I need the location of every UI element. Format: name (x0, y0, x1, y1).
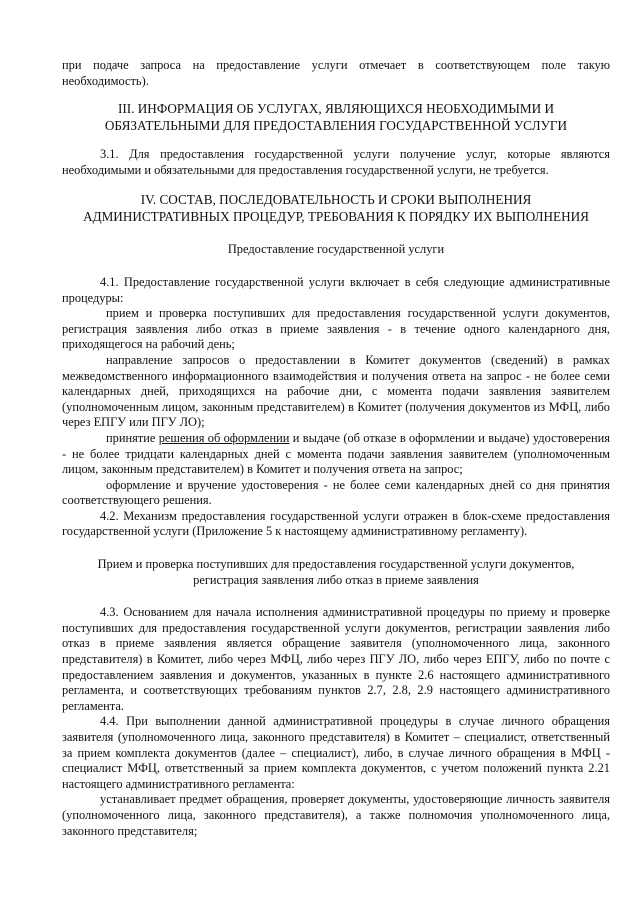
procedure-item-3-underlined: решения об оформлении (158, 430, 290, 445)
paragraph-4-2: 4.2. Механизм предоставления государственной услуги отражен в блок-схеме предоставления государственной услуги (Приложение 5 к настоящему административному регламенту). (62, 508, 610, 539)
section-3-heading (62, 100, 610, 134)
paragraph-4-4: 4.4. При выполнении данной административной процедуры в случае личного обращения заявителя (уполномоченного лица, законного представителя) в Комитет – специалист, ответственный за прием комплекта документов (далее – специалист), либо, в случае личного обращения в МФЦ - специалист МФЦ, ответственный за прием комплекта документов, с учетом положений пункта 2.21 настоящего административного регламента: (62, 714, 610, 791)
section-3-title-line-1: III. ИНФОРМАЦИЯ ОБ УСЛУГАХ, ЯВЛЯЮЩИХСЯ НЕОБХОДИМЫМИ И (118, 101, 554, 117)
paragraph-4-1: 4.1. Предоставление государственной услуги включает в себя следующие административные процедуры: (62, 274, 610, 305)
paragraph-4-4-item: устанавливает предмет обращения, проверяет документы, удостоверяющие личность заявителя (уполномоченного лица, законного представителя), а также полномочия уполномоченного лица, законного представителя; (62, 792, 610, 838)
section-3-title-line-2: ОБЯЗАТЕЛЬНЫМИ ДЛЯ ПРЕДОСТАВЛЕНИЯ ГОСУДАРСТВЕННОЙ УСЛУГИ (104, 118, 568, 134)
procedure-item-1: прием и проверка поступивших для предоставления государственной услуги документов, регистрация заявления либо отказ в приеме заявления - в течение одного календарного дня, приходящегося на рабочий день; (62, 306, 610, 352)
section-4-subtitle: Предоставление государственной услуги (227, 242, 445, 257)
procedure-item-2: направление запросов о предоставлении в Комитет документов (сведений) в рамках межведомственного информационного взаимодействия и получения ответа на запрос - не более семи календарных дней, приходящихся на рабочие дни, с момента подачи заявления заявителем (уполномоченным лицом, законным представителем) в Комитет (получения документов из МФЦ, либо через ЕПГУ или ПГУ ЛО); (62, 352, 610, 430)
procedure-item-3-start: принятие (106, 430, 156, 445)
paragraph-4-3: 4.3. Основанием для начала исполнения административной процедуры по приему и проверке поступивших для предоставления государственной услуги документов, регистрации заявления либо отказ в приеме заявления является обращение заявителя (уполномоченного лица, законного представителя) в Комитет, либо через МФЦ, либо через ПГУ ЛО, либо через ЕПГУ, либо по почте с предоставлением заявления и документов, указанных в пункте 2.6 настоящего административного регламента, и соответствующих требованиям пунктов 2.7, 2.8, 2.9 настоящего административного регламента. (62, 605, 610, 713)
procedure-item-3 (62, 431, 610, 478)
section-4-title-line-2: АДМИНИСТРАТИВНЫХ ПРОЦЕДУР, ТРЕБОВАНИЯ К ПОРЯДКУ ИХ ВЫПОЛНЕНИЯ (83, 209, 589, 225)
intro-paragraph: при подаче запроса на предоставление услуги отмечает в соответствующем поле такую необходимость). (62, 58, 610, 88)
document-page (62, 58, 610, 839)
paragraph-3-1: 3.1. Для предоставления государственной услуги получение услуг, которые являются необходимыми и обязательными для предоставления государственной услуги, не требуется. (62, 147, 610, 177)
reception-subheading-line-2: регистрация заявления либо отказ в приеме заявления (193, 572, 479, 587)
section-4-heading (62, 191, 610, 225)
procedure-item-4: оформление и вручение удостоверения - не более семи календарных дней со дня принятия соответствующего решения. (62, 477, 610, 508)
reception-subheading-line-1: Прием и проверка поступивших для предоставления государственной услуги документов, (97, 557, 575, 572)
procedure-item-3-rest: и выдаче (об отказе в оформлении и выдаче) удостоверения - не более тридцати календарных дней с момента подачи заявления заявителем (уполномоченным лицом, законным представителем) в Комитет и получения ответа на запрос; (62, 430, 610, 477)
reception-subheading (62, 557, 610, 588)
section-4-title-line-1: IV. СОСТАВ, ПОСЛЕДОВАТЕЛЬНОСТЬ И СРОКИ ВЫПОЛНЕНИЯ (140, 192, 532, 208)
